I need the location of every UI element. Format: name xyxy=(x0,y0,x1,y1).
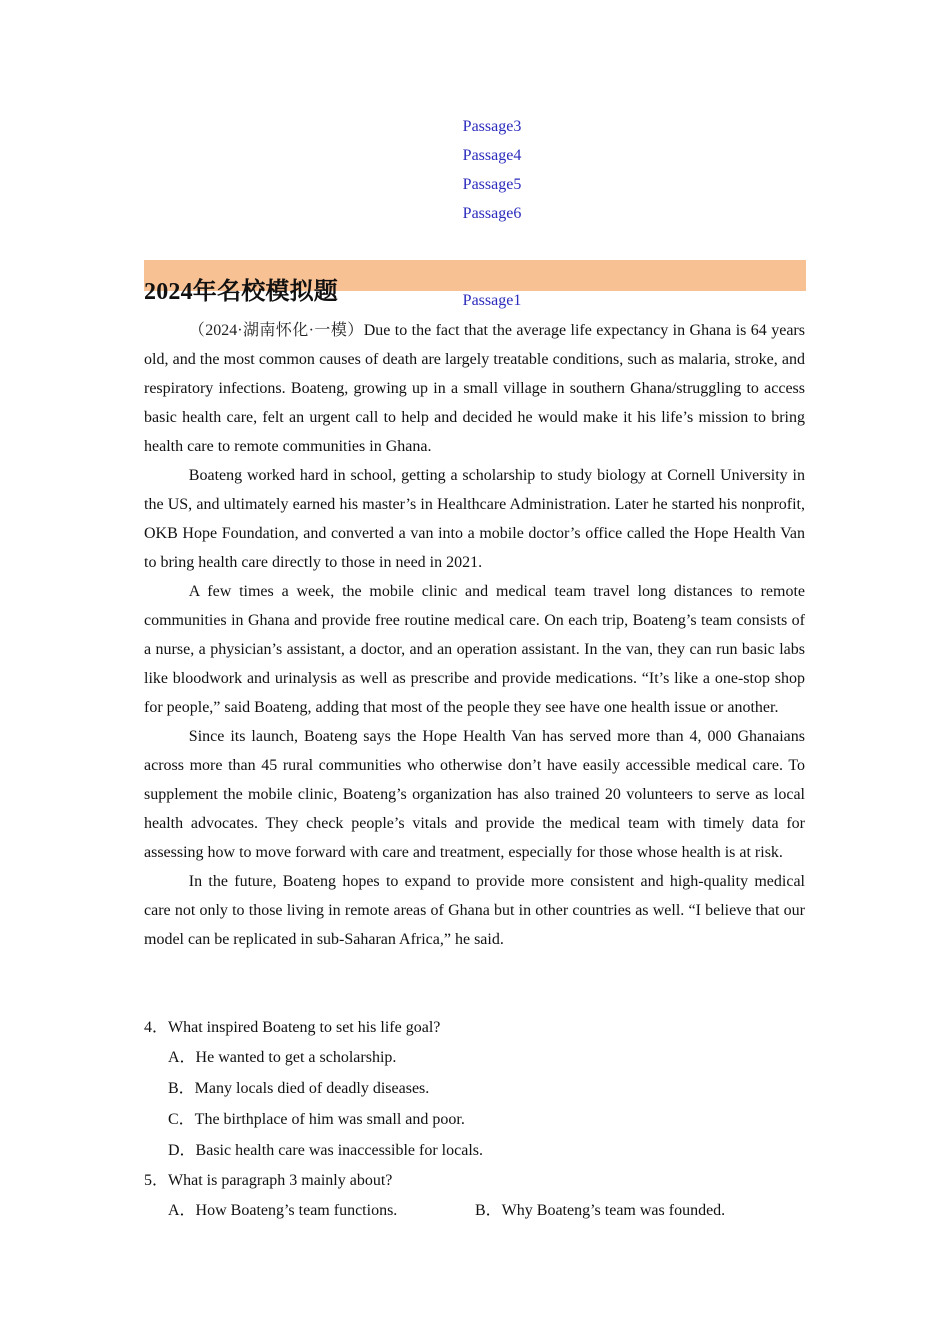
paragraph-3: A few times a week, the mobile clinic and medical team travel long distances to remote communities in Ghana and provide free routine medical care. On each trip, Boateng’s team consists of a nurse, a physician’s assistant, a doctor, and an operation assistant. In the van, they can run basic labs like bloodwork and urinalysis as well as prescribe and provide medications. “It’s like a one-stop shop for people,” said Boateng, adding that most of the people they see have one health issue or another. xyxy=(144,583,805,716)
source-tag: （2024·湖南怀化·一模） xyxy=(188,322,364,339)
table-of-contents xyxy=(0,112,950,228)
question-stem: 4．What inspired Boateng to set his life goal? xyxy=(144,1019,441,1036)
passage-label-link[interactable]: Passage1 xyxy=(462,292,522,309)
option-a[interactable]: A．How Boateng’s team functions. xyxy=(168,1202,398,1219)
questions-section xyxy=(144,1013,805,1226)
option-b[interactable]: B．Why Boateng’s team was founded. xyxy=(475,1202,726,1219)
toc-link-passage3[interactable]: Passage3 xyxy=(462,118,522,135)
question-stem: 5．What is paragraph 3 mainly about? xyxy=(144,1172,393,1189)
option-list xyxy=(144,1042,805,1166)
option-d[interactable]: D．Basic health care was inaccessible for locals. xyxy=(168,1142,483,1159)
toc-link-passage6[interactable]: Passage6 xyxy=(462,205,522,222)
option-b[interactable]: B．Many locals died of deadly diseases. xyxy=(168,1080,430,1097)
question-4 xyxy=(144,1013,805,1166)
section-title: 2024年名校模拟题 xyxy=(144,279,338,306)
paragraph-5: In the future, Boateng hopes to expand to provide more consistent and high-quality medical care not only to those living in remote areas of Ghana but in other countries as well. “I believe that our model can be replicated in sub-Saharan Africa,” he said. xyxy=(144,873,805,948)
option-c[interactable]: C．The birthplace of him was small and poor. xyxy=(168,1111,465,1128)
paragraph-1-text: Due to the fact that the average life expectancy in Ghana is 64 years old, and the most common causes of death are largely treatable conditions, such as malaria, stroke, and respiratory infections. Boateng, growing up in a small village in southern Ghana/struggling to access basic health care, felt an urgent call to help and decided he would make it his life’s mission to bring health care to remote communities in Ghana. xyxy=(144,322,805,455)
toc-link-passage4[interactable]: Passage4 xyxy=(462,147,522,164)
toc-link-passage5[interactable]: Passage5 xyxy=(462,176,522,193)
paragraph-2: Boateng worked hard in school, getting a scholarship to study biology at Cornell University in the US, and ultimately earned his master’s in Healthcare Administration. Later he started his nonprofit, OKB Hope Foundation, and converted a van into a mobile doctor’s office called the Hope Health Van to bring health care directly to those in need in 2021. xyxy=(144,467,805,571)
question-5 xyxy=(144,1166,805,1226)
option-a[interactable]: A．He wanted to get a scholarship. xyxy=(168,1049,397,1066)
paragraph-1 xyxy=(144,316,805,461)
passage-body xyxy=(144,316,805,954)
option-list xyxy=(144,1195,805,1226)
paragraph-4: Since its launch, Boateng says the Hope Health Van has served more than 4, 000 Ghanaians across more than 45 rural communities who otherwise don’t have easily accessible medical care. To supplement the mobile clinic, Boateng’s organization has also trained 20 volunteers to serve as local health advocates. They check people’s vitals and provide the medical team with timely data for assessing how to move forward with care and treatment, especially for those whose health is at risk. xyxy=(144,728,805,861)
